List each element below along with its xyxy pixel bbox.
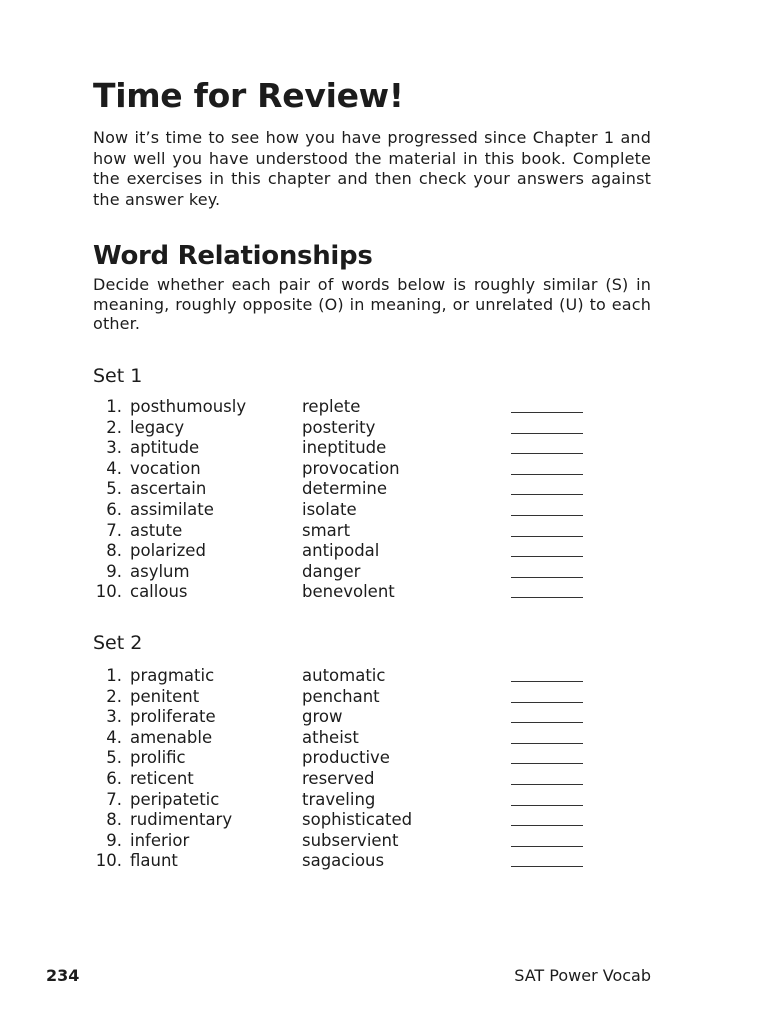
item-number: 10. — [95, 582, 122, 602]
answer-blank[interactable] — [511, 474, 583, 475]
item-number: 5. — [106, 479, 122, 499]
answer-blank[interactable] — [511, 453, 583, 454]
answer-blank[interactable] — [511, 681, 583, 682]
second-word: penchant — [302, 686, 380, 706]
set-2-word-pair-list — [93, 666, 653, 872]
item-number: 4. — [106, 458, 122, 478]
item-number: 7. — [106, 789, 122, 809]
item-number: 1. — [106, 397, 122, 416]
answer-blank[interactable] — [511, 433, 583, 434]
first-word: callous — [130, 582, 188, 602]
second-word: sagacious — [302, 851, 385, 871]
item-number: 9. — [106, 830, 122, 850]
first-word: prolific — [130, 748, 186, 768]
second-word: ineptitude — [302, 438, 387, 458]
item-number: 9. — [106, 561, 122, 581]
second-word: danger — [302, 561, 361, 581]
first-word: ascertain — [130, 479, 207, 499]
word-pair-row — [93, 418, 653, 439]
first-word: inferior — [130, 830, 190, 850]
word-pair-row — [93, 666, 653, 687]
second-word: determine — [302, 479, 388, 499]
word-pair-row — [93, 562, 653, 583]
second-word: productive — [302, 748, 390, 768]
word-pair-row — [93, 707, 653, 728]
answer-blank[interactable] — [511, 805, 583, 806]
second-word: grow — [302, 707, 343, 727]
word-pair-row — [93, 831, 653, 852]
answer-blank[interactable] — [511, 743, 583, 744]
item-number: 2. — [106, 686, 122, 706]
book-title: SAT Power Vocab — [514, 966, 651, 985]
intro-paragraph: Now it’s time to see how you have progressed since Chapter 1 and how well you have understood the material in this book. Complete the exercises in this chapter and then check your answers against the answer key. — [93, 128, 651, 209]
second-word: sophisticated — [302, 810, 413, 830]
item-number: 6. — [106, 499, 122, 519]
second-word: traveling — [302, 789, 376, 809]
first-word: rudimentary — [130, 810, 233, 830]
second-word: provocation — [302, 458, 400, 478]
word-pair-row — [93, 851, 653, 872]
word-pair-row — [93, 521, 653, 542]
item-number: 2. — [106, 417, 122, 437]
answer-blank[interactable] — [511, 825, 583, 826]
word-pair-row — [93, 728, 653, 749]
second-word: smart — [302, 520, 351, 540]
word-pair-row — [93, 479, 653, 500]
word-pair-row — [93, 582, 653, 603]
first-word: proliferate — [130, 707, 216, 727]
word-pair-row — [93, 459, 653, 480]
item-number: 4. — [106, 727, 122, 747]
first-word: astute — [130, 520, 183, 540]
word-pair-row — [93, 541, 653, 562]
word-pair-row — [93, 790, 653, 811]
first-word: penitent — [130, 686, 200, 706]
first-word: legacy — [130, 417, 185, 437]
second-word: atheist — [302, 727, 359, 747]
second-word: subservient — [302, 830, 399, 850]
item-number: 5. — [106, 748, 122, 768]
answer-blank[interactable] — [511, 536, 583, 537]
item-number: 7. — [106, 520, 122, 540]
second-word: benevolent — [302, 582, 395, 602]
answer-blank[interactable] — [511, 494, 583, 495]
page-number: 234 — [46, 966, 80, 985]
first-word: assimilate — [130, 499, 214, 519]
answer-blank[interactable] — [511, 597, 583, 598]
first-word: aptitude — [130, 438, 200, 458]
first-word: flaunt — [130, 851, 178, 871]
page-title: Time for Review! — [93, 76, 404, 115]
item-number: 8. — [106, 810, 122, 830]
set-1-title: Set 1 — [93, 365, 143, 387]
answer-blank[interactable] — [511, 784, 583, 785]
item-number: 10. — [95, 851, 122, 871]
second-word: replete — [302, 397, 361, 416]
first-word: posthumously — [130, 397, 247, 416]
answer-blank[interactable] — [511, 763, 583, 764]
first-word: pragmatic — [130, 666, 215, 685]
first-word: vocation — [130, 458, 201, 478]
section-heading: Word Relationships — [93, 241, 373, 271]
item-number: 1. — [106, 666, 122, 685]
instructions-paragraph: Decide whether each pair of words below is roughly similar (S) in meaning, roughly opposite (O) in meaning, or unrelated (U) to each other. — [93, 275, 651, 333]
first-word: asylum — [130, 561, 190, 581]
first-word: peripatetic — [130, 789, 220, 809]
word-pair-row — [93, 500, 653, 521]
word-pair-row — [93, 769, 653, 790]
answer-blank[interactable] — [511, 556, 583, 557]
answer-blank[interactable] — [511, 722, 583, 723]
answer-blank[interactable] — [511, 846, 583, 847]
second-word: reserved — [302, 768, 375, 788]
first-word: reticent — [130, 768, 194, 788]
second-word: antipodal — [302, 541, 380, 561]
word-pair-row — [93, 687, 653, 708]
item-number: 3. — [106, 438, 122, 458]
answer-blank[interactable] — [511, 412, 583, 413]
word-pair-row — [93, 810, 653, 831]
word-pair-row — [93, 397, 653, 418]
word-pair-row — [93, 438, 653, 459]
set-2-title: Set 2 — [93, 632, 143, 654]
word-pair-row — [93, 748, 653, 769]
answer-blank[interactable] — [511, 515, 583, 516]
answer-blank[interactable] — [511, 577, 583, 578]
first-word: amenable — [130, 727, 213, 747]
set-1-word-pair-list — [93, 397, 653, 603]
answer-blank[interactable] — [511, 866, 583, 867]
second-word: posterity — [302, 417, 376, 437]
answer-blank[interactable] — [511, 702, 583, 703]
item-number: 8. — [106, 541, 122, 561]
second-word: automatic — [302, 666, 386, 685]
second-word: isolate — [302, 499, 357, 519]
item-number: 3. — [106, 707, 122, 727]
item-number: 6. — [106, 768, 122, 788]
first-word: polarized — [130, 541, 206, 561]
